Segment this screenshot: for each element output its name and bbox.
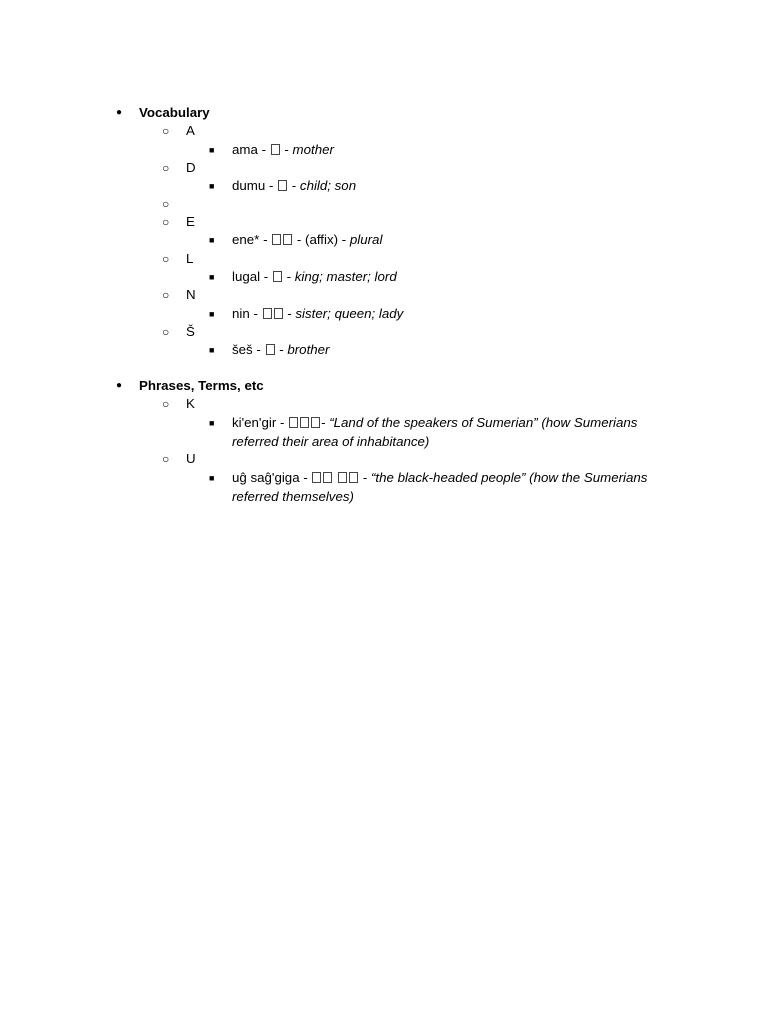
bullet-level3: ■ — [209, 181, 215, 191]
section-heading-vocabulary: Vocabulary — [139, 105, 210, 120]
vocab-entry-shesh: šeš - - brother — [232, 342, 330, 357]
phrase-entry-ug-saggiga: uĝ saĝ'giga - - “the black-headed people” (how the Sumerians referred themselves) — [232, 470, 648, 504]
bullet-level2: ○ — [162, 215, 170, 229]
term: šeš — [232, 342, 253, 357]
meaning: “the black-headed people” — [370, 470, 526, 485]
vocab-entry-nin: nin - - sister; queen; lady — [232, 306, 404, 321]
bullet-level2: ○ — [162, 452, 170, 466]
letter-heading-k: K — [186, 396, 195, 411]
term: nin — [232, 306, 250, 321]
bullet-level3: ■ — [209, 345, 215, 355]
letter-heading-l: L — [186, 251, 194, 266]
cuneiform-glyph-icon — [272, 234, 281, 245]
cuneiform-glyph-icon — [323, 472, 332, 483]
term: ene* — [232, 232, 260, 247]
cuneiform-glyph-icon — [312, 472, 321, 483]
vocab-entry-lugal: lugal - - king; master; lord — [232, 269, 397, 284]
vocab-entry-ene: ene* - - (affix) - plural — [232, 232, 383, 247]
term: ama — [232, 142, 258, 157]
cuneiform-glyph-icon — [311, 417, 320, 428]
bullet-level3: ■ — [209, 473, 215, 483]
cuneiform-glyph-icon — [273, 271, 282, 282]
meaning: sister; queen; lady — [295, 306, 404, 321]
note: (affix) — [305, 232, 339, 247]
bullet-level3: ■ — [209, 145, 215, 155]
bullet-level3: ■ — [209, 418, 215, 428]
letter-heading-d: D — [186, 160, 196, 175]
cuneiform-glyph-icon — [278, 180, 287, 191]
cuneiform-glyph-icon — [300, 417, 309, 428]
phrase-entry-kiengir: ki'en'gir - - “Land of the speakers of Sumerian” (how Sumerians referred their area of inhabitance) — [232, 415, 638, 449]
cuneiform-glyph-icon — [349, 472, 358, 483]
bullet-level2-empty: ○ — [162, 197, 170, 211]
cuneiform-glyph-icon — [271, 144, 280, 155]
section-heading-phrases: Phrases, Terms, etc — [139, 378, 264, 393]
note: (how the Sumerians referred themselves) — [232, 470, 648, 504]
meaning: “Land of the speakers of Sumerian” — [329, 415, 538, 430]
vocab-entry-dumu: dumu - - child; son — [232, 178, 357, 193]
term: lugal — [232, 269, 261, 284]
meaning: king; master; lord — [294, 269, 397, 284]
cuneiform-glyph-icon — [263, 308, 272, 319]
letter-heading-n: N — [186, 287, 196, 302]
vocab-entry-ama: ama - - mother — [232, 142, 334, 157]
bullet-level2: ○ — [162, 288, 170, 302]
cuneiform-glyph-icon — [274, 308, 283, 319]
meaning: plural — [349, 232, 383, 247]
bullet-level2: ○ — [162, 252, 170, 266]
cuneiform-glyph-icon — [266, 344, 275, 355]
bullet-level2: ○ — [162, 325, 170, 339]
term: uĝ saĝ'giga — [232, 470, 300, 485]
cuneiform-glyph-icon — [283, 234, 292, 245]
term: dumu — [232, 178, 266, 193]
bullet-level1: ● — [116, 107, 123, 118]
meaning: child; son — [299, 178, 357, 193]
bullet-level2: ○ — [162, 161, 170, 175]
term: ki'en'gir — [232, 415, 277, 430]
bullet-level1: ● — [116, 380, 123, 391]
letter-heading-u: U — [186, 451, 196, 466]
cuneiform-glyph-icon — [338, 472, 347, 483]
bullet-level3: ■ — [209, 309, 215, 319]
note: (how Sumerians referred their area of inhabitance) — [232, 415, 638, 449]
bullet-level2: ○ — [162, 397, 170, 411]
meaning: mother — [292, 142, 334, 157]
bullet-level2: ○ — [162, 124, 170, 138]
letter-heading-e: E — [186, 214, 195, 229]
letter-heading-sh: Š — [186, 324, 195, 339]
bullet-level3: ■ — [209, 235, 215, 245]
letter-heading-a: A — [186, 123, 195, 138]
bullet-level3: ■ — [209, 272, 215, 282]
cuneiform-glyph-icon — [289, 417, 298, 428]
meaning: brother — [287, 342, 330, 357]
